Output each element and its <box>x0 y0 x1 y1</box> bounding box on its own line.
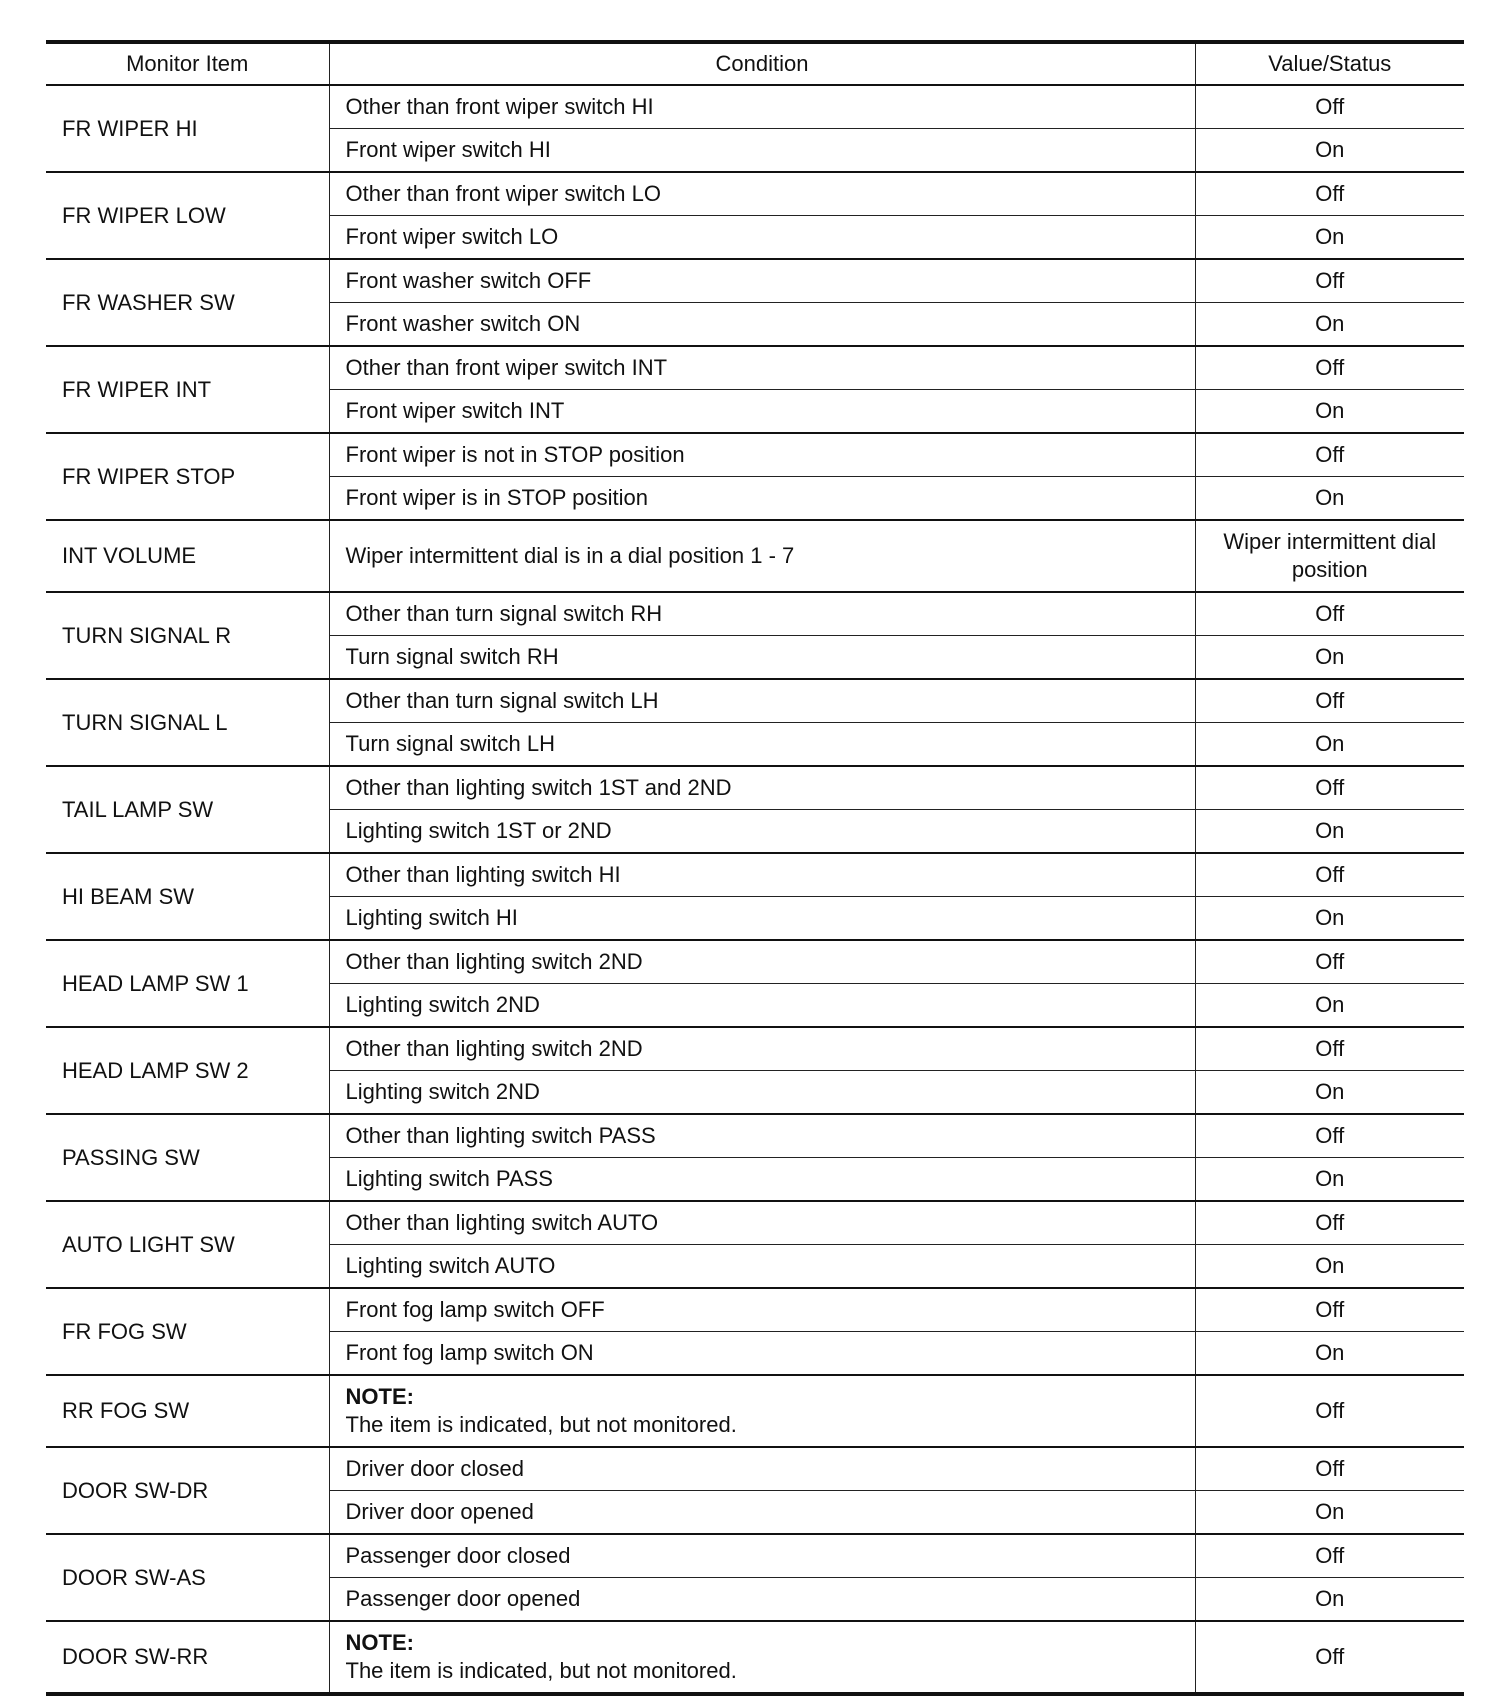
table-header-row <box>46 42 1464 85</box>
table-row <box>46 1114 1464 1158</box>
monitor-item-cell: DOOR SW-RR <box>46 1621 329 1694</box>
value-status-cell: Off <box>1195 1621 1464 1694</box>
value-status-cell: On <box>1195 1332 1464 1376</box>
condition-cell: Other than lighting switch 1ST and 2ND <box>329 766 1195 810</box>
value-status-cell: On <box>1195 216 1464 260</box>
table-row <box>46 766 1464 810</box>
table-row <box>46 1201 1464 1245</box>
header-monitor-item: Monitor Item <box>46 42 329 85</box>
condition-cell: Passenger door opened <box>329 1578 1195 1622</box>
monitor-item-cell: FR WIPER HI <box>46 85 329 172</box>
value-status-cell: On <box>1195 636 1464 680</box>
condition-cell: Driver door closed <box>329 1447 1195 1491</box>
value-status-cell: Off <box>1195 1201 1464 1245</box>
condition-cell: Front fog lamp switch ON <box>329 1332 1195 1376</box>
value-status-cell: Off <box>1195 766 1464 810</box>
table-row <box>46 1375 1464 1447</box>
value-status-cell: On <box>1195 723 1464 767</box>
value-status-cell: On <box>1195 477 1464 521</box>
header-value-status: Value/Status <box>1195 42 1464 85</box>
note-text: The item is indicated, but not monitored. <box>345 1658 737 1683</box>
monitor-item-cell: FR WIPER INT <box>46 346 329 433</box>
monitor-item-cell: FR WIPER LOW <box>46 172 329 259</box>
value-status-cell: Off <box>1195 1534 1464 1578</box>
condition-cell: Front wiper switch LO <box>329 216 1195 260</box>
monitor-item-cell: PASSING SW <box>46 1114 329 1201</box>
table-row <box>46 520 1464 592</box>
condition-cell: Other than turn signal switch LH <box>329 679 1195 723</box>
note-text: The item is indicated, but not monitored. <box>345 1412 737 1437</box>
table-row <box>46 592 1464 636</box>
condition-cell: Lighting switch HI <box>329 897 1195 941</box>
monitor-item-cell: HEAD LAMP SW 1 <box>46 940 329 1027</box>
value-status-cell: On <box>1195 390 1464 434</box>
monitor-item-cell: FR WASHER SW <box>46 259 329 346</box>
condition-cell: Other than front wiper switch LO <box>329 172 1195 216</box>
value-status-cell: On <box>1195 303 1464 347</box>
table-row <box>46 679 1464 723</box>
monitor-item-cell: DOOR SW-AS <box>46 1534 329 1621</box>
table-row <box>46 1027 1464 1071</box>
condition-cell: Front washer switch ON <box>329 303 1195 347</box>
value-status-cell: On <box>1195 984 1464 1028</box>
table-row <box>46 1447 1464 1491</box>
condition-cell: Lighting switch PASS <box>329 1158 1195 1202</box>
table-row <box>46 433 1464 477</box>
monitor-item-cell: AUTO LIGHT SW <box>46 1201 329 1288</box>
monitor-item-cell: TURN SIGNAL R <box>46 592 329 679</box>
condition-cell: Front fog lamp switch OFF <box>329 1288 1195 1332</box>
condition-cell: Other than lighting switch 2ND <box>329 940 1195 984</box>
condition-cell: Other than lighting switch HI <box>329 853 1195 897</box>
condition-cell: Front wiper is in STOP position <box>329 477 1195 521</box>
table-row <box>46 85 1464 129</box>
condition-cell: Turn signal switch RH <box>329 636 1195 680</box>
condition-cell: Other than lighting switch PASS <box>329 1114 1195 1158</box>
note-label: NOTE: <box>345 1384 414 1409</box>
value-status-cell: On <box>1195 1245 1464 1289</box>
condition-note-cell <box>329 1621 1195 1694</box>
condition-cell: Front washer switch OFF <box>329 259 1195 303</box>
condition-cell: Lighting switch AUTO <box>329 1245 1195 1289</box>
monitor-item-cell: HEAD LAMP SW 2 <box>46 1027 329 1114</box>
condition-cell: Other than front wiper switch INT <box>329 346 1195 390</box>
value-status-cell: Off <box>1195 1375 1464 1447</box>
value-status-cell: On <box>1195 1158 1464 1202</box>
table-row <box>46 172 1464 216</box>
table-row <box>46 1534 1464 1578</box>
table-row <box>46 259 1464 303</box>
value-status-cell: Off <box>1195 346 1464 390</box>
condition-cell: Front wiper switch HI <box>329 129 1195 173</box>
table-row <box>46 940 1464 984</box>
value-status-cell: On <box>1195 1071 1464 1115</box>
monitor-item-cell: FR WIPER STOP <box>46 433 329 520</box>
value-status-cell: Off <box>1195 1027 1464 1071</box>
value-status-cell: Off <box>1195 259 1464 303</box>
value-status-cell: Off <box>1195 592 1464 636</box>
value-status-cell: Off <box>1195 1114 1464 1158</box>
condition-cell: Passenger door closed <box>329 1534 1195 1578</box>
condition-note-cell <box>329 1375 1195 1447</box>
monitor-item-cell: TAIL LAMP SW <box>46 766 329 853</box>
value-status-cell: Off <box>1195 433 1464 477</box>
condition-cell: Other than lighting switch AUTO <box>329 1201 1195 1245</box>
condition-cell: Lighting switch 2ND <box>329 1071 1195 1115</box>
condition-cell: Wiper intermittent dial is in a dial position 1 - 7 <box>329 520 1195 592</box>
value-status-cell: On <box>1195 1491 1464 1535</box>
table-row <box>46 853 1464 897</box>
table-row <box>46 1621 1464 1694</box>
value-status-cell: Off <box>1195 853 1464 897</box>
condition-cell: Lighting switch 2ND <box>329 984 1195 1028</box>
monitor-item-cell: RR FOG SW <box>46 1375 329 1447</box>
condition-cell: Turn signal switch LH <box>329 723 1195 767</box>
condition-cell: Front wiper is not in STOP position <box>329 433 1195 477</box>
table-row <box>46 346 1464 390</box>
monitor-item-table <box>46 40 1464 1696</box>
value-status-cell: On <box>1195 897 1464 941</box>
value-status-cell: Off <box>1195 172 1464 216</box>
value-status-cell: On <box>1195 810 1464 854</box>
note-label: NOTE: <box>345 1630 414 1655</box>
table-row <box>46 1288 1464 1332</box>
value-status-cell: Off <box>1195 1447 1464 1491</box>
condition-cell: Lighting switch 1ST or 2ND <box>329 810 1195 854</box>
value-status-cell: Off <box>1195 85 1464 129</box>
value-status-cell: Wiper intermittent dial position <box>1195 520 1464 592</box>
condition-cell: Other than lighting switch 2ND <box>329 1027 1195 1071</box>
condition-cell: Driver door opened <box>329 1491 1195 1535</box>
monitor-item-cell: DOOR SW-DR <box>46 1447 329 1534</box>
value-status-cell: On <box>1195 129 1464 173</box>
header-condition: Condition <box>329 42 1195 85</box>
monitor-item-cell: TURN SIGNAL L <box>46 679 329 766</box>
monitor-item-cell: HI BEAM SW <box>46 853 329 940</box>
table-body <box>46 85 1464 1694</box>
value-status-cell: Off <box>1195 679 1464 723</box>
monitor-item-cell: INT VOLUME <box>46 520 329 592</box>
monitor-item-cell: FR FOG SW <box>46 1288 329 1375</box>
value-status-cell: On <box>1195 1578 1464 1622</box>
value-status-cell: Off <box>1195 1288 1464 1332</box>
condition-cell: Front wiper switch INT <box>329 390 1195 434</box>
condition-cell: Other than front wiper switch HI <box>329 85 1195 129</box>
condition-cell: Other than turn signal switch RH <box>329 592 1195 636</box>
value-status-cell: Off <box>1195 940 1464 984</box>
